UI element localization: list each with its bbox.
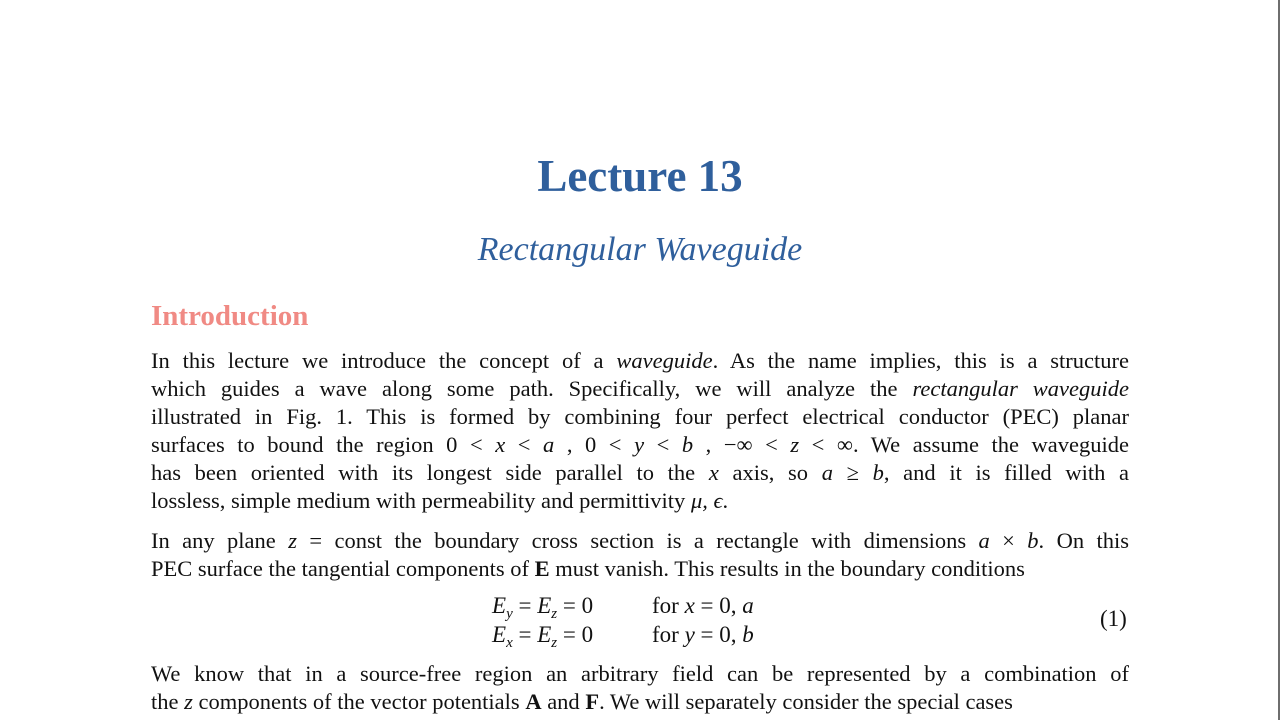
- italic-text: μ, ϵ: [690, 488, 723, 513]
- text-run: .: [722, 488, 729, 513]
- text-line: [151, 375, 1129, 403]
- paragraph-potentials: [151, 660, 1129, 716]
- text-run: the: [151, 689, 185, 714]
- italic-text: z: [288, 528, 297, 553]
- text-line: [151, 555, 1129, 583]
- text-run: for: [652, 593, 685, 618]
- italic-text: b: [1027, 528, 1039, 553]
- equation-row: [492, 591, 754, 620]
- text-run: , and it is filled with a: [883, 460, 1129, 485]
- equation-block: [492, 591, 754, 649]
- text-run: must vanish. This results in the boundary conditions: [549, 556, 1025, 581]
- italic-text: x: [708, 460, 719, 485]
- text-run: < ∞. We assume the waveguide: [799, 432, 1129, 457]
- italic-text: b: [872, 460, 884, 485]
- text-run: , 0 <: [554, 432, 635, 457]
- text-run: and: [541, 689, 586, 714]
- text-run: , −∞ <: [693, 432, 791, 457]
- italic-text: E: [492, 593, 507, 618]
- text-run: = 0: [557, 593, 594, 618]
- text-run: . On this: [1038, 528, 1129, 553]
- text-run: =: [512, 593, 538, 618]
- bold-symbol: F: [585, 689, 600, 714]
- text-run: . We will separately consider the special cases: [599, 689, 1013, 714]
- math-subscript: y: [506, 606, 513, 622]
- italic-text: a: [742, 593, 754, 618]
- math-subscript: z: [551, 606, 558, 622]
- italic-text: b: [681, 432, 694, 457]
- italic-text: z: [790, 432, 800, 457]
- text-run: surfaces to bound the region 0 <: [151, 432, 496, 457]
- equation-condition: [652, 622, 754, 647]
- text-run: ×: [989, 528, 1028, 553]
- text-run: <: [505, 432, 544, 457]
- text-line: [151, 403, 1129, 431]
- italic-text: y: [684, 622, 695, 647]
- text-run: illustrated in Fig. 1. This is formed by combining four perfect electrical conductor (PEC) planar: [151, 404, 1129, 429]
- text-run: = 0,: [694, 593, 743, 618]
- section-heading: Introduction: [151, 300, 309, 332]
- text-run: = const the boundary cross section is a rectangle with dimensions: [296, 528, 979, 553]
- italic-text: b: [742, 622, 754, 647]
- paragraph-intro: [151, 347, 1129, 515]
- text-run: for: [652, 622, 685, 647]
- text-line: [151, 660, 1129, 688]
- text-line: [151, 527, 1129, 555]
- text-line: [151, 688, 1129, 716]
- text-run: which guides a wave along some path. Specifically, we will analyze the: [151, 376, 913, 401]
- italic-text: y: [634, 432, 645, 457]
- text-run: = 0: [557, 622, 594, 647]
- text-run: lossless, simple medium with permeability and permittivity: [151, 488, 691, 513]
- italic-text: z: [184, 689, 193, 714]
- text-run: = 0,: [694, 622, 743, 647]
- text-run: ≥: [832, 460, 873, 485]
- lecture-title: Lecture 13: [537, 151, 743, 201]
- math-subscript: x: [506, 635, 513, 651]
- text-run: We know that in a source-free region an arbitrary field can be represented by a combination of: [151, 661, 1129, 686]
- text-run: =: [512, 622, 538, 647]
- italic-text: a: [821, 460, 833, 485]
- math-subscript: z: [551, 635, 558, 651]
- text-run: has been oriented with its longest side parallel to the: [151, 460, 709, 485]
- text-run: In any plane: [151, 528, 289, 553]
- bold-symbol: A: [525, 689, 542, 714]
- text-run: axis, so: [718, 460, 822, 485]
- equation-lhs: [492, 591, 652, 620]
- text-run: In this lecture we introduce the concept of a: [151, 348, 617, 373]
- text-line: [151, 459, 1129, 487]
- equation-condition: [652, 593, 754, 618]
- italic-text: x: [495, 432, 506, 457]
- equation-row: [492, 620, 754, 649]
- text-run: . As the name implies, this is a structure: [712, 348, 1129, 373]
- italic-text: waveguide: [616, 348, 713, 373]
- text-run: components of the vector potentials: [192, 689, 526, 714]
- bold-symbol: E: [534, 556, 550, 581]
- italic-text: E: [537, 593, 552, 618]
- italic-text: x: [684, 593, 695, 618]
- italic-text: E: [537, 622, 552, 647]
- text-run: <: [644, 432, 682, 457]
- paragraph-boundary: [151, 527, 1129, 583]
- italic-text: a: [978, 528, 990, 553]
- equation-number: (1): [1100, 606, 1127, 631]
- equation-lhs: [492, 620, 652, 649]
- text-line: [151, 347, 1129, 375]
- text-run: PEC surface the tangential components of: [151, 556, 535, 581]
- italic-text: rectangular waveguide: [912, 376, 1130, 401]
- lecture-subtitle: Rectangular Waveguide: [477, 231, 803, 268]
- text-line: [151, 487, 1129, 515]
- italic-text: a: [543, 432, 555, 457]
- text-line: [151, 431, 1129, 459]
- italic-text: E: [492, 622, 507, 647]
